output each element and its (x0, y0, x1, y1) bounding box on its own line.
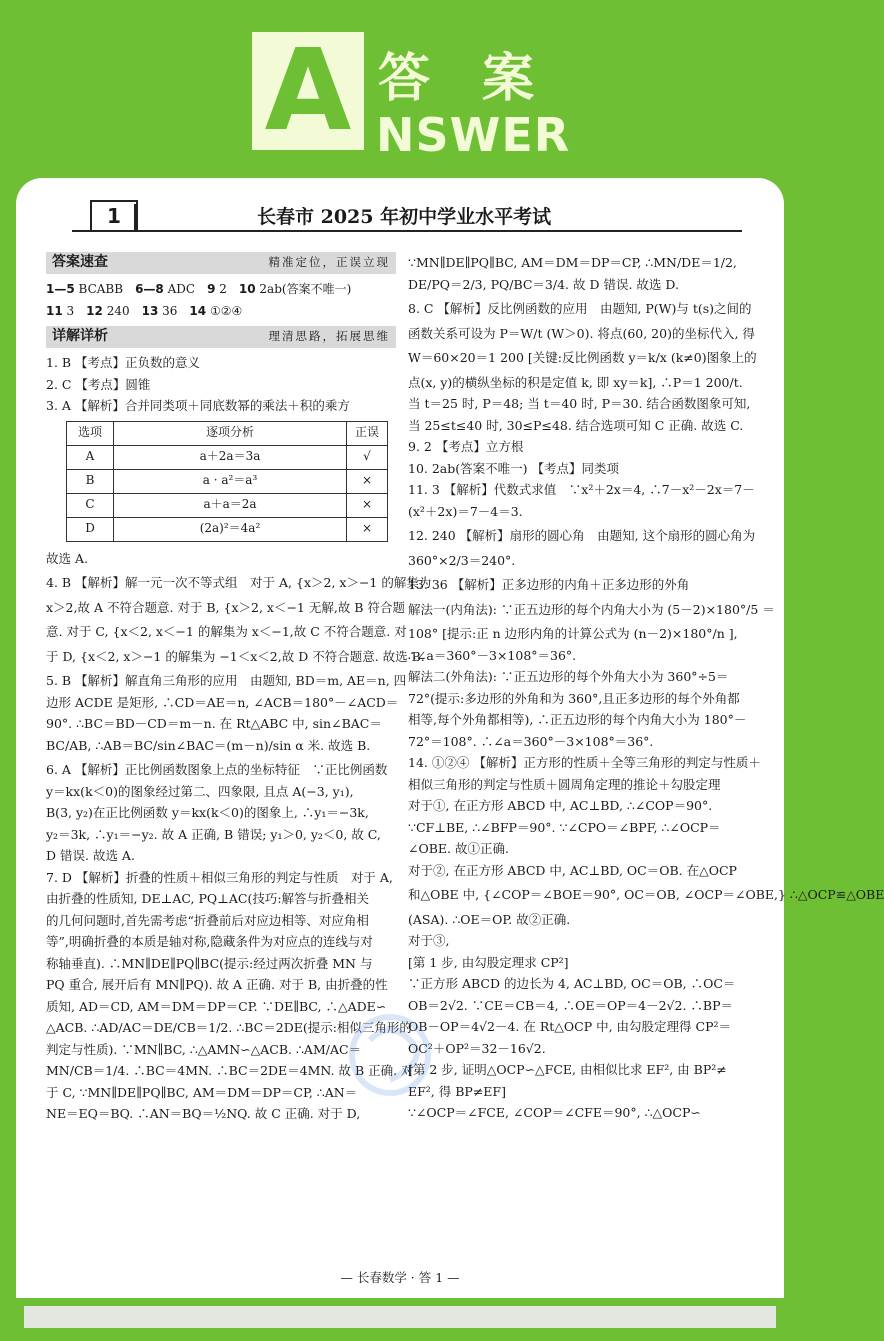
table-header-cell: 逐项分析 (114, 421, 347, 445)
quick-answer-item: 1—5 BCABB (46, 282, 124, 296)
answer-q11-line: (x²＋2x)＝7－4＝3. (408, 503, 523, 519)
bottom-bar (24, 1306, 776, 1328)
answer-q8-line: W＝60×20＝1 200 [关键:反比例函数 y＝k/x (k≠0)图象上的 (408, 350, 757, 365)
answer-q7-line: 质知, AD＝CD, AM＝DM＝DP＝CP. ∵DE∥BC, ∴△ADE∽ (46, 998, 387, 1014)
answer-logo-box (252, 26, 364, 156)
paper-number: 1 (90, 200, 138, 230)
answer-q10: 10. 2ab(答案不唯一) 【考点】同类项 (408, 460, 619, 476)
paper-title-row (72, 200, 742, 232)
answer-q14-line: OB＝2√2. ∵CE＝CB＝4, ∴OE＝OP＝4－2√2. ∴BP＝ (408, 997, 733, 1013)
table-cell: A (67, 445, 114, 469)
quick-answer-item: 11 3 (46, 304, 75, 318)
answer-q14-line: ∵正方形 ABCD 的边长为 4, AC⊥BD, OC＝OB, ∴OC＝ (408, 976, 736, 991)
quick-answers-title: 答案速查 (52, 254, 108, 271)
answer-q14-line: OB－OP＝4√2－4. 在 Rt△OCP 中, 由勾股定理得 CP²＝ (408, 1019, 731, 1034)
table-cell: B (67, 469, 114, 493)
answer-q14-line: EF², 得 BP≠EF] (408, 1083, 506, 1099)
answer-q14-line: [第 2 步, 证明△OCP∽△FCE, 由相似比求 EF², 由 BP²≠ (408, 1062, 727, 1077)
paper-title: 长春市 2025 年初中学业水平考试 (257, 206, 552, 228)
answer-q6-line: y＝kx(k＜0)的图象经过第二、四象限, 且点 A(−3, y₁), (46, 783, 354, 799)
answer-q4-line: 于 D, {x＜2, x＞−1 的解集为 −1＜x＜2,故 D 不符合题意. 故选 B. (46, 648, 425, 664)
detail-heading (46, 326, 396, 348)
answer-q7-line: NE＝EQ＝BQ. ∴AN＝BQ＝½NQ. 故 C 正确. 对于 D, (46, 1106, 361, 1121)
table-cell: × (347, 517, 388, 541)
answer-q7-line: MN/CB＝1/4. ∴BC＝4MN. ∴BC＝2DE＝4MN. 故 B 正确. 对 (46, 1063, 414, 1078)
q3-analysis-table (66, 421, 388, 542)
table-row (67, 493, 388, 517)
answer-q5-line: 边形 ACDE 是矩形, ∴CD＝AE＝n, ∠ACB＝180°－∠ACD＝ (46, 694, 399, 710)
table-cell: a＋2a＝3a (114, 445, 347, 469)
answer-q3-end: 故选 A. (46, 550, 88, 566)
table-cell: a＋a＝2a (114, 493, 347, 517)
quick-answer-item: 13 36 (141, 304, 178, 318)
watermark-logo (330, 1010, 450, 1100)
answer-title-en: NSWER (376, 108, 571, 162)
answer-q14-line: ∵CF⊥BE, ∴∠BFP＝90°. ∵∠CPO＝∠BPF, ∴∠OCP＝ (408, 819, 721, 835)
answer-q9: 9. 2 【考点】立方根 (408, 439, 524, 454)
table-cell: a · a²＝a³ (114, 469, 347, 493)
answer-q12-line: 360°×2/3＝240°. (408, 552, 516, 568)
answer-q14-line: OC²＋OP²＝32－16√2. (408, 1040, 546, 1056)
answer-q7-cont: ∵MN∥DE∥PQ∥BC, AM＝DM＝DP＝CP, ∴MN/DE＝1/2, (408, 255, 737, 270)
answer-q14-line: ∠OBE. 故①正确. (408, 841, 509, 856)
quick-answer-item: 9 2 (207, 282, 227, 296)
table-row (67, 469, 388, 493)
quick-answers-heading (46, 252, 396, 274)
answer-title-cn: 答案 (378, 49, 587, 109)
table-cell: √ (347, 445, 388, 469)
answer-q14-line: ∵∠OCP＝∠FCE, ∠COP＝∠CFE＝90°, ∴△OCP∽ (408, 1105, 701, 1120)
table-row (67, 445, 388, 469)
answer-q1: 1. B 【考点】正负数的意义 (46, 355, 201, 370)
table-cell: C (67, 493, 114, 517)
answer-q14-line: 对于③, (408, 933, 450, 948)
answer-q5-line: BC/AB, ∴AB＝BC/sin∠BAC＝(m－n)/sin α 米. 故选 B. (46, 737, 371, 753)
page-footer: — 长春数学 · 答 1 — (340, 1270, 460, 1285)
quick-answer-item: 12 240 (86, 304, 130, 318)
quick-answers-row-2 (46, 300, 396, 322)
answer-big-letter: A (264, 26, 352, 156)
answer-q7-line: 称轴垂直). ∴MN∥DE∥PQ∥BC(提示:经过两次折叠 MN 与 (46, 955, 373, 971)
answer-q8-line: 点(x, y)的横纵坐标的积是定值 k, 即 xy＝k], ∴P＝1 200/t. (408, 374, 743, 390)
right-column (408, 252, 884, 1124)
answer-q7-line: 7. D 【解析】折叠的性质＋相似三角形的判定与性质 对于 A, (46, 869, 393, 885)
answer-q7-line: △ACB. ∴AD/AC＝DE/CB＝1/2. ∴BC＝2DE(提示:相似三角形的 (46, 1020, 412, 1035)
answer-q14-line: 对于①, 在正方形 ABCD 中, AC⊥BD, ∴∠COP＝90°. (408, 798, 713, 813)
answer-q7-line: 判定与性质). ∵MN∥BC, ∴△AMN∽△ACB. ∴AM/AC＝ (46, 1041, 362, 1057)
answer-q14-line: 相似三角形的判定与性质＋圆周角定理的推论＋勾股定理 (408, 776, 721, 792)
table-cell: × (347, 493, 388, 517)
answer-q6-line: B(3, y₂)在正比例函数 y＝kx(k＜0)的图象上, ∴y₁＝−3k, (46, 805, 369, 820)
table-row (67, 517, 388, 541)
answer-q6-line: D 错误. 故选 A. (46, 848, 135, 863)
answer-q8-line: 当 25≤t≤40 时, 30≤P≤48. 结合选项可知 C 正确. 故选 C. (408, 417, 744, 433)
quick-answer-item: 10 2ab(答案不唯一) (238, 282, 352, 296)
answer-q7-line: PQ 重合, 展开后有 MN∥PQ). 故 A 正确. 对于 B, 由折叠的性 (46, 977, 388, 992)
table-header-cell: 正误 (347, 421, 388, 445)
detail-slogan: 理清思路，拓展思维 (268, 329, 390, 344)
detail-title: 详解详析 (52, 328, 108, 345)
answer-q14-line: 和△OBE 中, {∠COP＝∠BOE＝90°, OC＝OB, ∠OCP＝∠OBE,} ∴△OCP≌△OBE (408, 887, 884, 902)
table-cell: D (67, 517, 114, 541)
answer-q6-line: 6. A 【解析】正比例函数图象上点的坐标特征 ∵正比例函数 (46, 762, 388, 777)
answer-q4-line: 4. B 【解析】解一元一次不等式组 对于 A, {x＞2, x＞−1 的解集为 (46, 575, 432, 590)
quick-answers-row-1 (46, 278, 396, 300)
answer-q4-line: x＞2,故 A 不符合题意. 对于 B, {x＞2, x＜−1 无解,故 B 符合题 (46, 599, 405, 615)
answer-q2: 2. C 【考点】圆锥 (46, 376, 151, 392)
answer-q13-line: 108° [提示:正 n 边形内角的计算公式为 (n－2)×180°/n ], (408, 626, 738, 641)
answer-q13-line: 解法一(内角法): ∵正五边形的每个内角大小为 (5－2)×180°/5 ＝ (408, 601, 775, 617)
answer-q14-line: [第 1 步, 由勾股定理求 CP²] (408, 954, 569, 970)
answer-q4-line: 意. 对于 C, {x＜2, x＜−1 的解集为 x＜−1,故 C 不符合题意. 对 (46, 624, 407, 639)
answer-q8-line: 8. C 【解析】反比例函数的应用 由题知, P(W)与 t(s)之间的 (408, 301, 752, 316)
table-cell: (2a)²＝4a² (114, 517, 347, 541)
answer-q13-line: 解法二(外角法): ∵正五边形的每个外角大小为 360°÷5＝ (408, 669, 729, 684)
answer-q5-line: 5. B 【解析】解直角三角形的应用 由题知, BD＝m, AE＝n, 四 (46, 673, 407, 688)
answer-q13-line: 72°＝108°. ∴∠a＝360°－3×108°＝36°. (408, 733, 654, 749)
table-cell: × (347, 469, 388, 493)
quick-answer-item: 6—8 ADC (135, 282, 196, 296)
answer-q7-cont: DE/PQ＝2/3, PQ/BC＝3/4. 故 D 错误. 故选 D. (408, 276, 679, 292)
answer-q14-line: 14. ①②④ 【解析】正方形的性质＋全等三角形的判定与性质＋ (408, 755, 761, 770)
answer-q11-line: 11. 3 【解析】代数式求值 ∵x²＋2x＝4, ∴7－x²－2x＝7－ (408, 482, 755, 497)
answer-q12-line: 12. 240 【解析】扇形的圆心角 由题知, 这个扇形的圆心角为 (408, 528, 756, 543)
quick-answers-slogan: 精准定位，正误立现 (268, 255, 390, 270)
answer-q6-line: y₂＝3k, ∴y₁＝−y₂. 故 A 正确, B 错误; y₁＞0, y₂＜0, 故 C, (46, 826, 381, 842)
answer-q14-line: 对于②, 在正方形 ABCD 中, AC⊥BD, OC＝OB. 在△OCP (408, 862, 737, 878)
table-header-cell: 选项 (67, 421, 114, 445)
answer-q13-line: 相等,每个外角都相等), ∴正五边形的每个内角大小为 180°－ (408, 712, 747, 727)
table-header-row (67, 421, 388, 445)
answer-q7-line: 的几何问题时,首先需考虑“折叠前后对应边相等、对应角相 (46, 912, 369, 928)
answer-q14-line: (ASA). ∴OE＝OP. 故②正确. (408, 911, 571, 927)
answer-q13-line: 13. 36 【解析】正多边形的内角＋正多边形的外角 (408, 577, 690, 592)
answer-q13-line: 72°(提示:多边形的外角和为 360°,且正多边形的每个外角都 (408, 690, 740, 706)
answer-q5-line: 90°. ∴BC＝BD－CD＝m－n. 在 Rt△ABC 中, sin∠BAC＝ (46, 716, 382, 731)
answer-q7-line: 由折叠的性质知, DE⊥AC, PQ⊥AC(技巧:解答与折叠相关 (46, 891, 370, 906)
answer-header (0, 0, 800, 180)
answer-q7-line: 于 C, ∵MN∥DE∥PQ∥BC, AM＝DM＝DP＝CP, ∴AN＝ (46, 1084, 358, 1100)
answer-q3: 3. A 【解析】合并同类项＋同底数幂的乘法＋积的乘方 (46, 398, 350, 413)
answer-q8-line: 当 t＝25 时, P＝48; 当 t＝40 时, P＝30. 结合函数图象可知, (408, 396, 751, 411)
answer-q13-line: ∴∠a＝360°－3×108°＝36°. (408, 647, 577, 663)
quick-answer-item: 14 ①②④ (189, 304, 243, 318)
answer-q7-line: 等”,明确折叠的本质是轴对称,隐藏条件为对应点的连线与对 (46, 934, 373, 949)
paper-number-shadow (134, 204, 138, 230)
answer-q8-line: 函数关系可设为 P＝W/t (W＞0). 将点(60, 20)的坐标代入, 得 (408, 325, 755, 341)
